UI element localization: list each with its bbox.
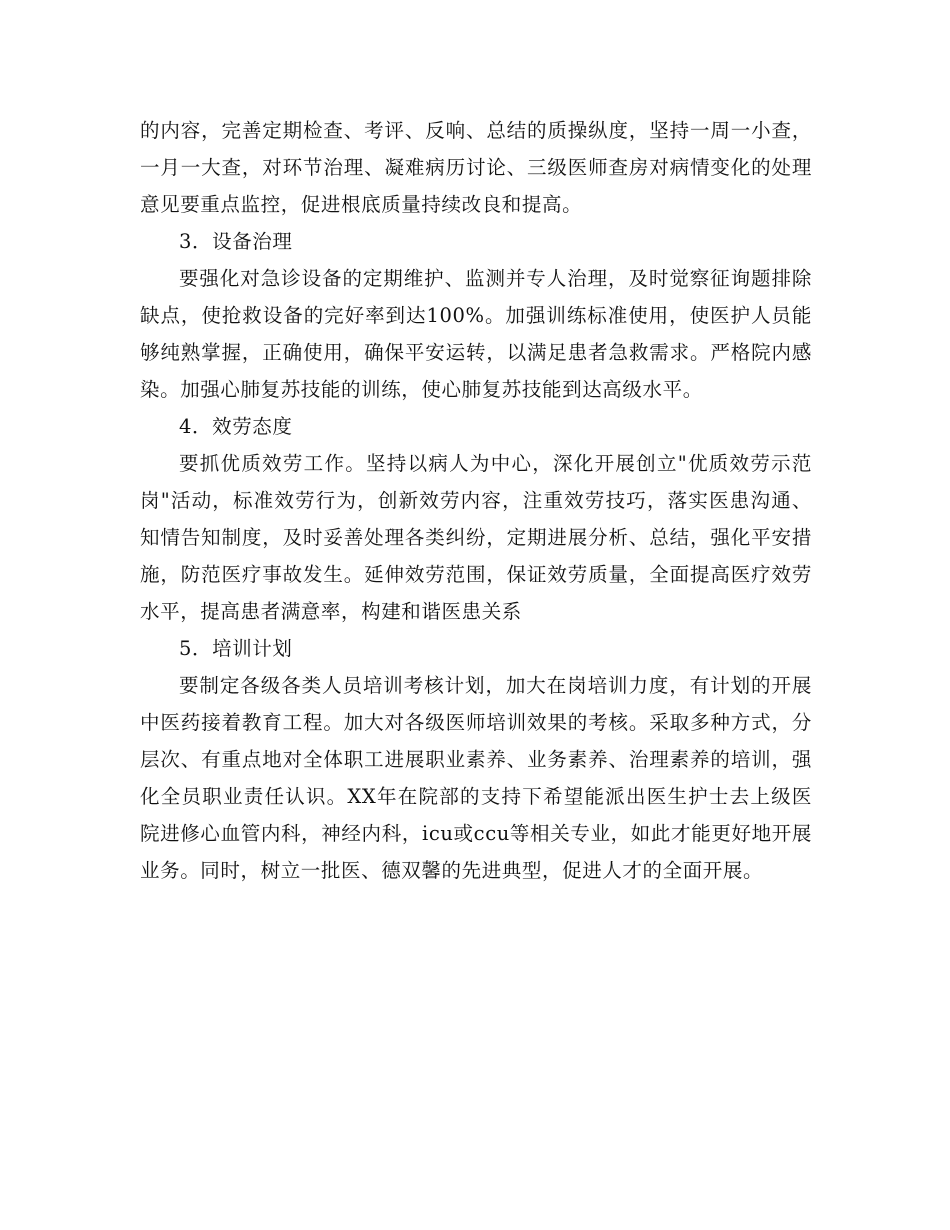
heading-service-attitude: 4．效劳态度 <box>179 415 293 438</box>
paragraph-service-attitude: 要抓优质效劳工作。坚持以病人为中心，深化开展创立"优质效劳示范岗"活动，标准效劳行为，创新效劳内容，注重效劳技巧，落实医患沟通、知情告知制度，及时妥善处理各类纠纷，定期进展分析、总结，强化平安措施，防范医疗事故发生。延伸效劳范围，保证效劳质量，全面提高医疗效劳水平，提高患者满意率，构建和谐医患关系 <box>140 452 812 623</box>
paragraph-training-plan: 要制定各级各类人员培训考核计划，加大在岗培训力度，有计划的开展中医药接着教育工程。加大对各级医师培训效果的考核。采取多种方式，分层次、有重点地对全体职工进展职业素养、业务素养、治理素养的培训，强化全员职业责任认识。XX年在院部的支持下希望能派出医生护士去上级医院进修心血管内科，神经内科，icu或ccu等相关专业，如此才能更好地开展业务。同时，树立一批医、德双馨的先进典型，促进人才的全面开展。 <box>140 674 812 882</box>
paragraph-equipment-management: 要强化对急诊设备的定期维护、监测并专人治理，及时觉察征询题排除缺点，使抢救设备的完好率到达100%。加强训练标准使用，使医护人员能够纯熟掌握，正确使用，确保平安运转，以满足患者急救需求。严格院内感染。加强心肺复苏技能的训练，使心肺复苏技能到达高级水平。 <box>140 267 812 401</box>
paragraph-quality-control: 的内容，完善定期检查、考评、反响、总结的质操纵度，坚持一周一小查，一月一大查，对环节治理、凝难病历讨论、三级医师查房对病情变化的处理意见要重点监控，促进根底质量持续改良和提高。 <box>140 119 812 216</box>
heading-training-plan: 5．培训计划 <box>179 637 293 660</box>
heading-equipment-management: 3．设备治理 <box>179 230 293 253</box>
document-body <box>140 112 812 889</box>
